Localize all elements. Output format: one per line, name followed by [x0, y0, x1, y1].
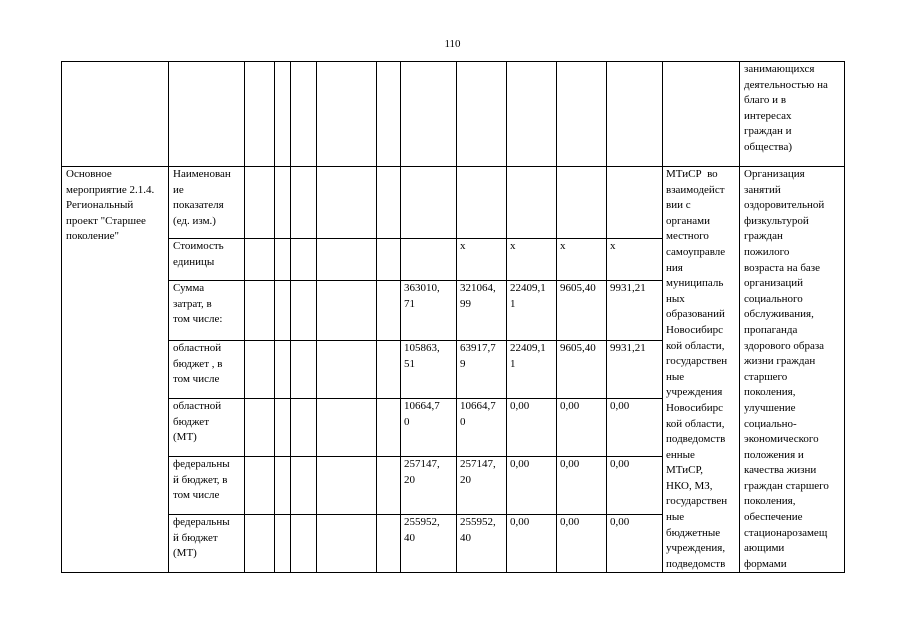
- indicator-label: федеральны й бюджет (МТ): [173, 516, 230, 560]
- value-cell: 257147, 20: [404, 458, 440, 486]
- indicator-label: федеральны й бюджет, в том числе: [173, 458, 230, 502]
- value-cell: x: [560, 240, 566, 252]
- value-cell: x: [510, 240, 516, 252]
- value-cell: 105863, 51: [404, 342, 440, 370]
- value-cell: 10664,7 0: [404, 400, 440, 428]
- value-cell: 9605,40: [560, 342, 596, 354]
- table-rule: [290, 62, 291, 572]
- value-cell: 255952, 40: [460, 516, 496, 544]
- indicator-label: Стоимость единицы: [173, 240, 224, 268]
- table-rule: [556, 62, 557, 572]
- indicator-label: областной бюджет , в том числе: [173, 342, 223, 386]
- table-rule: [739, 62, 740, 572]
- value-cell: 0,00: [510, 400, 530, 412]
- table-rule: [274, 62, 275, 572]
- indicator-label: Сумма затрат, в том числе:: [173, 282, 223, 326]
- value-cell: x: [460, 240, 466, 252]
- table-rule: [168, 62, 169, 572]
- budget-table: [61, 61, 845, 573]
- value-cell: 22409,1 1: [510, 342, 546, 370]
- table-rule: [316, 62, 317, 572]
- value-cell: 0,00: [560, 458, 580, 470]
- value-cell: 9931,21: [610, 342, 646, 354]
- table-rule: [456, 62, 457, 572]
- value-cell: 321064, 99: [460, 282, 496, 310]
- value-cell: 10664,7 0: [460, 400, 496, 428]
- value-cell: 0,00: [510, 516, 530, 528]
- value-cell: 63917,7 9: [460, 342, 496, 370]
- table-rule: [506, 62, 507, 572]
- value-cell: 257147, 20: [460, 458, 496, 486]
- page-number: 110: [444, 38, 461, 50]
- table-rule: [168, 238, 662, 239]
- expected-result-continuation: занимающихся деятельностью на благо и в интересах граждан и общества): [744, 63, 828, 153]
- value-cell: x: [610, 240, 616, 252]
- value-cell: 9605,40: [560, 282, 596, 294]
- table-rule: [400, 62, 401, 572]
- expected-result: Организация занятий оздоровительной физкультурой граждан пожилого возраста на базе организаций социального обслуживания, пропаганда здорового образа жизни граждан старшего поколения, улучшение социально- экономического положения и качества жизни граждан старшего поколения, обеспечение стационарозамещ ающими формами: [744, 168, 829, 570]
- value-cell: 0,00: [560, 400, 580, 412]
- value-cell: 9931,21: [610, 282, 646, 294]
- value-cell: 0,00: [510, 458, 530, 470]
- executors: МТиСР во взаимодейст вии с органами местного самоуправле ния муниципаль ных образований Новосибирс кой области, государствен ные учреждения Новосибирс кой области, подведомств енные МТиСР, НКО, МЗ, государствен ные бюджетные учреждения, подведомств: [666, 168, 728, 570]
- event-name: Основное мероприятие 2.1.4. Региональный проект "Старшее поколение": [66, 168, 155, 243]
- indicator-label: областной бюджет (МТ): [173, 400, 222, 444]
- value-cell: 0,00: [610, 458, 630, 470]
- table-rule: [376, 62, 377, 572]
- value-cell: 255952, 40: [404, 516, 440, 544]
- value-cell: 0,00: [560, 516, 580, 528]
- table-rule: [244, 62, 245, 572]
- table-rule: [606, 62, 607, 572]
- value-cell: 363010, 71: [404, 282, 440, 310]
- indicator-label: Наименован ие показателя (ед. изм.): [173, 168, 231, 227]
- value-cell: 0,00: [610, 400, 630, 412]
- value-cell: 0,00: [610, 516, 630, 528]
- value-cell: 22409,1 1: [510, 282, 546, 310]
- table-rule: [662, 62, 663, 572]
